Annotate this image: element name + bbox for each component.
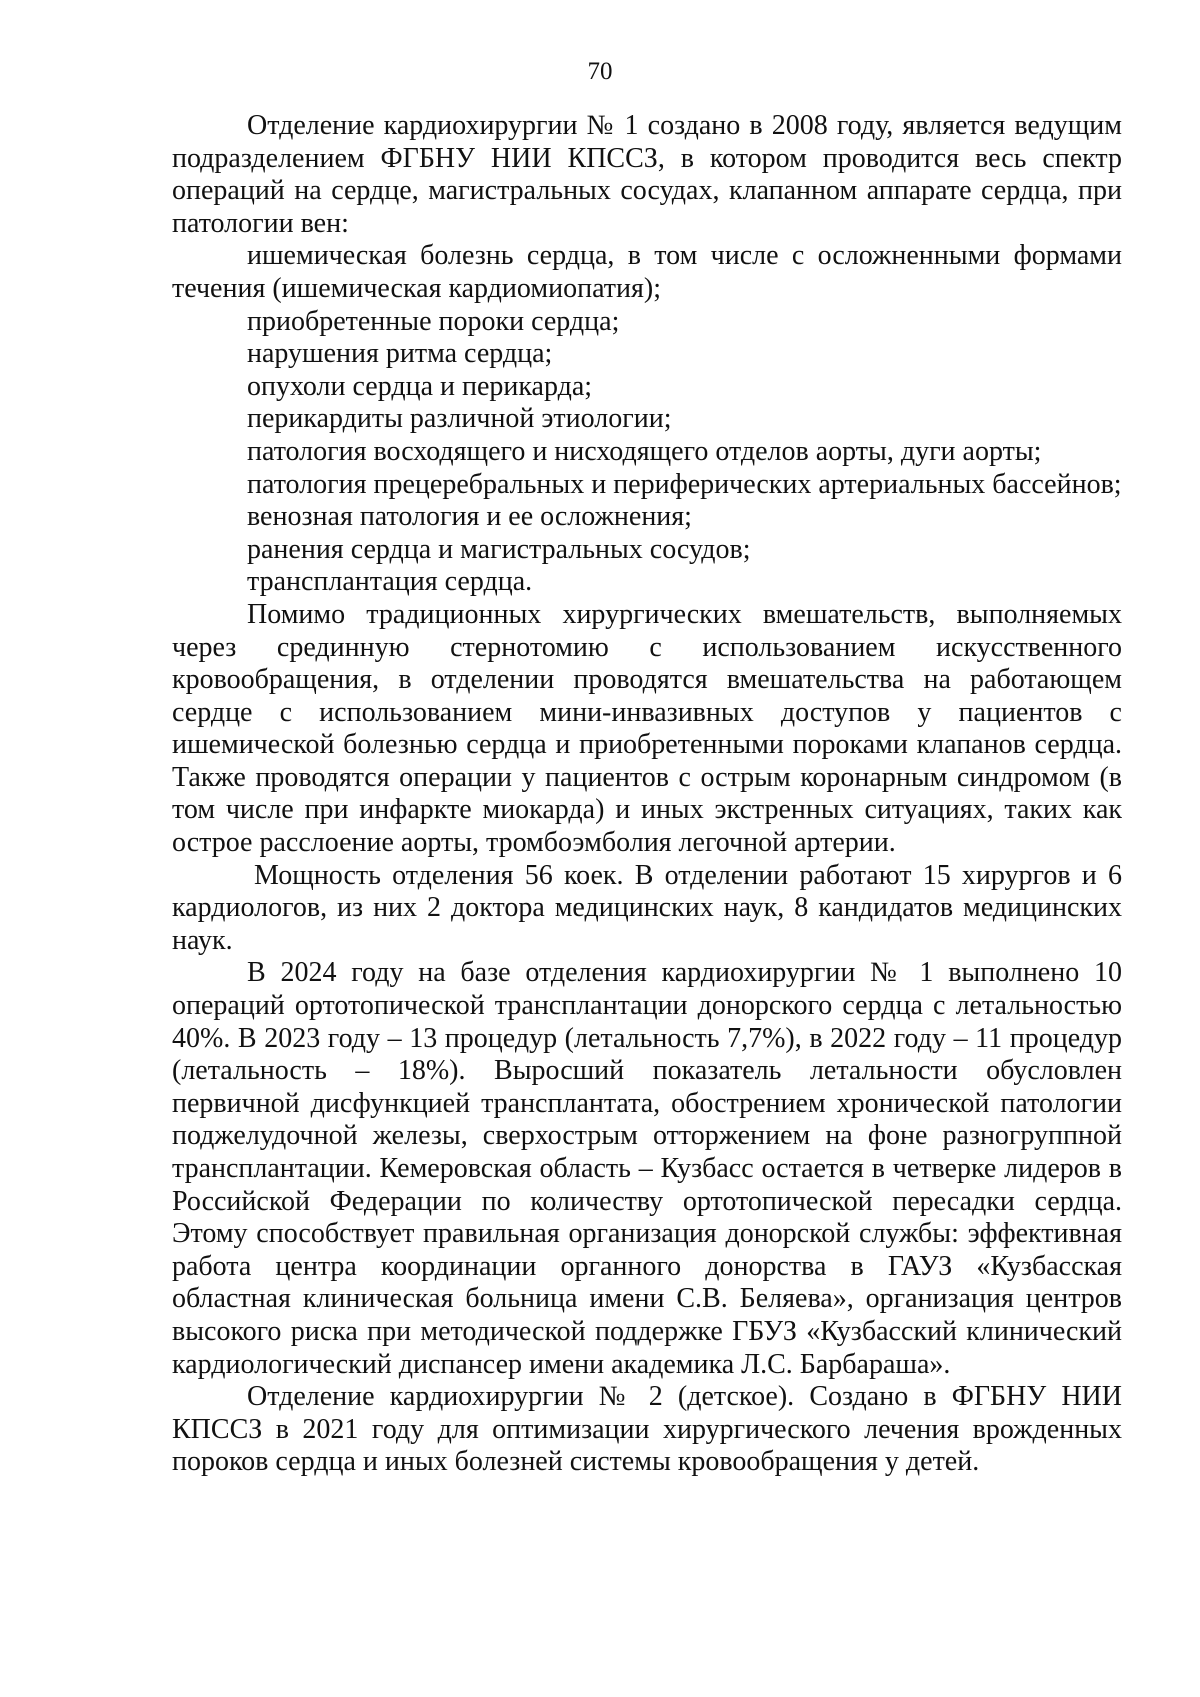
page-number: 70: [587, 58, 613, 85]
list-item-venous-pathology: венозная патология и ее осложнения;: [247, 501, 692, 533]
paragraph-transplant-statistics: В 2024 году на базе отделения кардиохирургии № 1 выполнено 10 операций ортотопической трансплантации донорского сердца с летальностью 40%. В 2023 году – 13 процедур (летальность 7,7%), в 2022 году – 11 процедур (летальность – 18%). Выросший показатель летальности обусловлен первичной дисфункцией трансплантата, обострением хронической патологии поджелудочной железы, сверхострым отторжением на фоне разногруппной трансплантации. Кемеровская область – Кузбасс остается в четверке лидеров в Российской Федерации по количеству ортотопической пересадки сердца. Этому способствует правильная организация донорской службы: эффективная работа центра координации органного донорства в ГАУЗ «Кузбасская областная клиническая больница имени С.В. Беляева», организация центров высокого риска при методической поддержке ГБУЗ «Кузбасский клинический кардиологический диспансер имени академика Л.С. Барбараша».: [172, 957, 1122, 1380]
list-item-pericarditis: перикардиты различной этиологии;: [247, 403, 672, 435]
paragraph-surgical-interventions: Помимо традиционных хирургических вмешательств, выполняемых через срединную стернотомию с использованием искусственного кровообращения, в отделении проводятся вмешательства на работающем сердце с использованием мини-инвазивных доступов у пациентов с ишемической болезнью сердца и приобретенными пороками клапанов сердца. Также проводятся операции у пациентов с острым коронарным синдромом (в том числе при инфаркте миокарда) и иных экстренных ситуациях, таких как острое расслоение аорты, тромбоэмболия легочной артерии.: [172, 598, 1122, 859]
list-item-rhythm-disorders: нарушения ритма сердца;: [247, 338, 553, 370]
paragraph-department-capacity: Мощность отделения 56 коек. В отделении работают 15 хирургов и 6 кардиологов, из них 2 доктора медицинских наук, 8 кандидатов медицинских наук.: [172, 859, 1122, 956]
list-item-ischemic-disease: ишемическая болезнь сердца, в том числе с осложненными формами течения (ишемическая кардиомиопатия);: [172, 240, 1122, 304]
document-body: [172, 110, 1122, 1479]
list-item-aorta-pathology: патология восходящего и нисходящего отделов аорты, дуги аорты;: [247, 435, 1042, 467]
list-item-transplantation: трансплантация сердца.: [247, 566, 533, 598]
intro-paragraph: Отделение кардиохирургии № 1 создано в 2008 году, является ведущим подразделением ФГБНУ НИИ КПССЗ, в котором проводится весь спектр операций на сердце, магистральных сосудах, клапанном аппарате сердца, при патологии вен:: [172, 110, 1122, 239]
list-item-acquired-defects: приобретенные пороки сердца;: [247, 305, 620, 337]
paragraph-pediatric-department: Отделение кардиохирургии № 2 (детское). Создано в ФГБНУ НИИ КПССЗ в 2021 году для оптимизации хирургического лечения врожденных пороков сердца и иных болезней системы кровообращения у детей.: [172, 1381, 1122, 1478]
list-item-wounds: ранения сердца и магистральных сосудов;: [247, 533, 751, 565]
list-item-tumors: опухоли сердца и перикарда;: [247, 370, 593, 402]
list-item-arterial-basins: патология прецеребральных и периферических артериальных бассейнов;: [247, 468, 1122, 500]
